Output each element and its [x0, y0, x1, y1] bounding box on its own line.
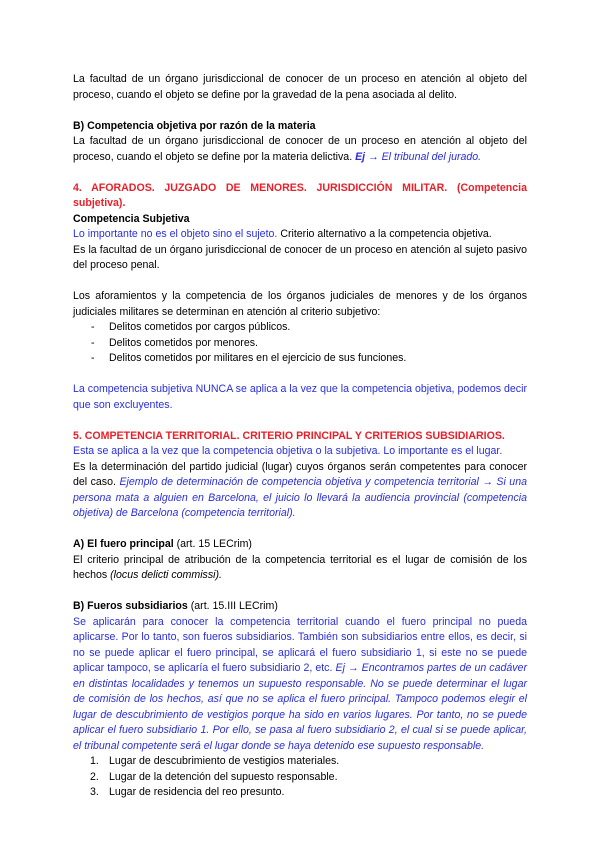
- section-4-note: La competencia subjetiva NUNCA se aplica a la vez que la competencia objetiva, podemos decir que son excluyentes.: [73, 383, 527, 411]
- section-4-paragraph: Los aforamientos y la competencia de los órganos judiciales de menores y de los órganos judiciales militares se determinan en atención al criterio subjetivo:: [73, 290, 527, 318]
- list-item: - Delitos cometidos por militares en el ejercicio de sus funciones.: [73, 351, 527, 367]
- fueros-subsidiarios-paragraph: Se aplicarán para conocer la competencia territorial cuando el fuero principal no pueda aplicarse. Por lo tanto, son fueros subsidiarios. También son subsidiarios entre ellos, es decir, si no se puede aplicar el fuero principal, se aplicará el fuero subsidiario 1, si este no se puede aplicar tampoco, se aplicaría el fuero subsidiario 2, etc. Ej → Encontramos partes de un cadáver en distintas localidades y tenemos un supuesto responsable. No se puede determinar el lugar de comisión de los hechos, así que no se aplica el fuero principal. Tampoco podemos elegir el lugar de descubrimiento de vestigios porque ha sido en varios lugares. Por tanto, no se puede aplicar el fuero subsidiario 1. Por ello, se pasa al fuero subsidiario 2, el cual si se puede aplicar, el tribunal competente será el lugar donde se haya detenido ese supuesto responsable.: [73, 615, 527, 752]
- section-4-line2: Es la facultad de un órgano jurisdiccional de conocer de un proceso en atención al sujeto pasivo del proceso penal.: [73, 243, 527, 271]
- section-4-line1: [73, 227, 527, 243]
- section-b-example-label: Ej: [355, 150, 366, 163]
- section-4-line1-black: Criterio alternativo a la competencia objetiva.: [280, 228, 492, 240]
- fuero-principal-heading: A) El fuero principal (art. 15 LECrim): [73, 538, 252, 550]
- section-5-heading: 5. COMPETENCIA TERRITORIAL. CRITERIO PRINCIPAL Y CRITERIOS SUBSIDIARIOS.: [73, 429, 505, 442]
- section-4-line1-blue: Lo importante no es el objeto sino el sujeto.: [73, 228, 278, 240]
- section-4-heading: 4. AFORADOS. JUZGADO DE MENORES. JURISDICCIÓN MILITAR. (Competencia subjetiva).: [73, 181, 527, 209]
- section-5-paragraph: [73, 460, 527, 522]
- section-b-heading: B) Competencia objetiva por razón de la materia: [73, 119, 316, 132]
- list-item: 1. Lugar de descubrimiento de vestigios materiales.: [90, 755, 340, 767]
- section-5-example: Ejemplo de determinación de competencia objetiva y competencia territorial → Si una persona mata a alguien en Barcelona, el juicio lo llevará la audiencia provincial (competencia objetiva) de Barcelona (competencia territorial).: [73, 476, 527, 519]
- list-item: - Delitos cometidos por menores.: [73, 336, 527, 352]
- section-b-example-text: → El tribunal del jurado.: [368, 150, 482, 163]
- fuero-principal-paragraph: El criterio principal de atribución de la competencia territorial es el lugar de comisión de los hechos (locus delicti commissi).: [73, 553, 527, 581]
- section-b-example: [355, 151, 481, 163]
- section-4-subheading: Competencia Subjetiva: [73, 212, 190, 225]
- list-dash: -: [91, 336, 95, 349]
- list-item: - Delitos cometidos por cargos públicos.: [73, 320, 527, 336]
- section-4-list: [73, 320, 527, 367]
- section-5-text: Es la determinación del partido judicial (lugar) cuyos órganos serán competentes para conocer del caso.: [73, 460, 527, 488]
- fueros-example: Ej → Encontramos partes de un cadáver en distintas localidades y tenemos un supuesto responsable. No se puede determinar el lugar de comisión de los hechos, así que no se aplica el fuero principal. Tampoco podemos elegir el lugar de descubrimiento de vestigios porque ha sido en varios lugares. Por tanto, no se puede aplicar el fuero subsidiario 1. Por ello, se pasa al fuero subsidiario 2, el cual si se puede aplicar, el tribunal competente será el lugar donde se haya detenido ese supuesto responsable.: [73, 662, 527, 752]
- document-page: [73, 72, 527, 801]
- list-dash: -: [91, 352, 95, 364]
- intro-paragraph: La facultad de un órgano jurisdiccional de conocer de un proceso en atención al objeto del proceso, cuando el objeto se define por la gravedad de la pena asociada al delito.: [73, 73, 527, 101]
- list-dash: -: [91, 321, 95, 333]
- section-5-blue-line: Esta se aplica a la vez que la competencia objetiva o la subjetiva. Lo importante es el lugar.: [73, 445, 503, 457]
- list-item: 2. Lugar de la detención del supuesto responsable.: [90, 770, 338, 783]
- latin-term: (locus delicti commissi).: [110, 569, 222, 581]
- section-b-paragraph: [73, 134, 527, 165]
- section-b-text: La facultad de un órgano jurisdiccional de conocer de un proceso en atención al objeto del proceso, cuando el objeto se define por la materia delictiva.: [73, 135, 527, 163]
- fueros-list: [73, 754, 527, 801]
- list-item: 3. Lugar de residencia del reo presunto.: [90, 786, 285, 798]
- fueros-subsidiarios-heading: B) Fueros subsidiarios (art. 15.III LECrim): [73, 600, 278, 612]
